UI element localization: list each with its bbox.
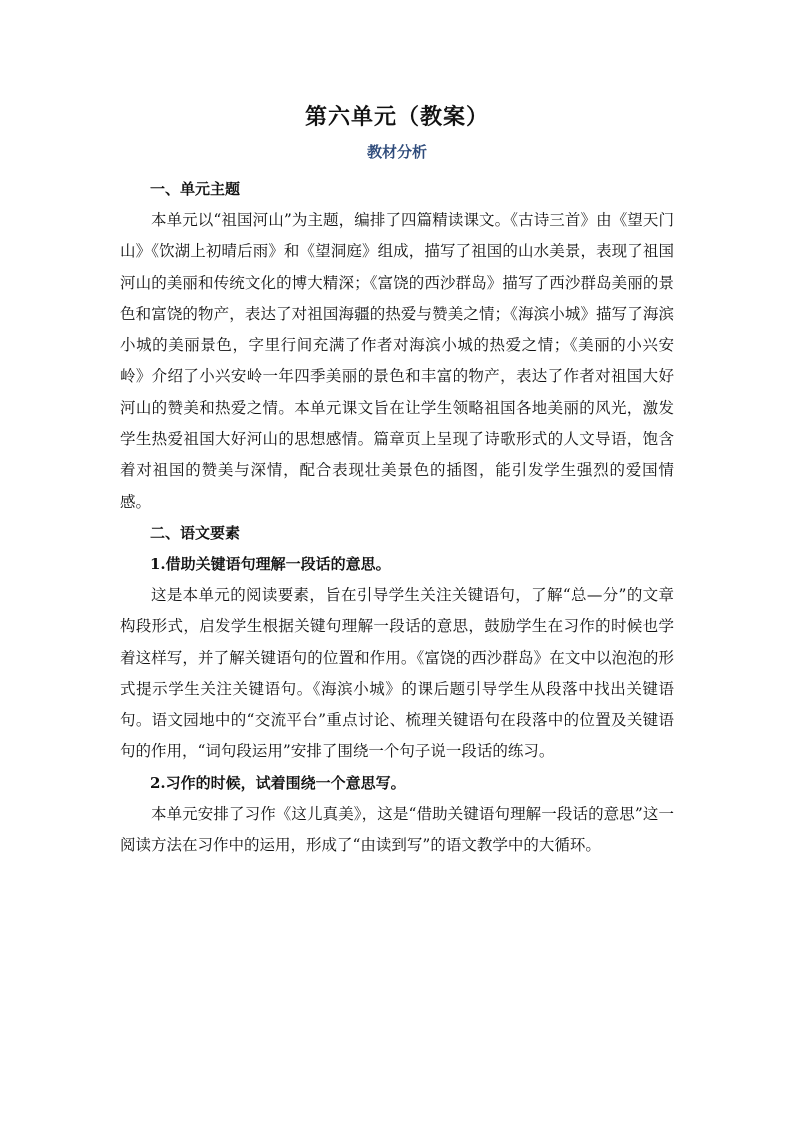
- document-title: 第六单元（教案）: [304, 104, 489, 130]
- section-heading-elements: 二、语文要素: [150, 523, 241, 542]
- document-subtitle: 教材分析: [366, 143, 427, 161]
- section-heading-theme: 一、单元主题: [150, 180, 241, 198]
- section-paragraph-theme: 本单元以“祖国河山”为主题，编排了四篇精读课文。《古诗三首》由《望天门山》《饮湖上初晴后雨》和《望洞庭》组成，描写了祖国的山水美景，表现了祖国河山的美丽和传统文化的博大精深；《富饶的西沙群岛》描写了西沙群岛美丽的景色和富饶的物产，表达了对祖国海疆的热爱与赞美之情；《海滨小城》描写了海滨小城的美丽景色，字里行间充满了作者对海滨小城的热爱之情；《美丽的小兴安岭》介绍了小兴安岭一年四季美丽的景色和丰富的物产，表达了作者对祖国大好河山的赞美和热爱之情。本单元课文旨在让学生领略祖国各地美丽的风光，激发学生热爱祖国大好河山的思想感情。篇章页上呈现了诗歌形式的人文导语，饱含着对祖国的赞美与深情，配合表现壮美景色的插图，能引发学生强烈的爱国情感。: [120, 211, 674, 511]
- subsection-paragraph-writing: 本单元安排了习作《这儿真美》，这是“借助关键语句理解一段话的意思”这一阅读方法在习作中的运用，形成了“由读到写”的语文教学中的大循环。: [120, 804, 674, 855]
- subsection-paragraph-reading: 这是本单元的阅读要素，旨在引导学生关注关键语句，了解“总—分”的文章构段形式，启发学生根据关键句理解一段话的意思，鼓励学生在习作的时候也学着这样写，并了解关键语句的位置和作用。《富饶的西沙群岛》在文中以泡泡的形式提示学生关注关键语句。《海滨小城》的课后题引导学生从段落中找出关键语句。语文园地中的“交流平台”重点讨论、梳理关键语句在段落中的位置及关键语句的作用，“词句段运用”安排了围绕一个句子说一段话的练习。: [120, 585, 674, 761]
- subsection-heading-reading: 1.借助关键语句理解一段话的意思。: [150, 554, 391, 573]
- subsection-heading-writing: 2.习作的时候，试着围绕一个意思写。: [150, 773, 406, 792]
